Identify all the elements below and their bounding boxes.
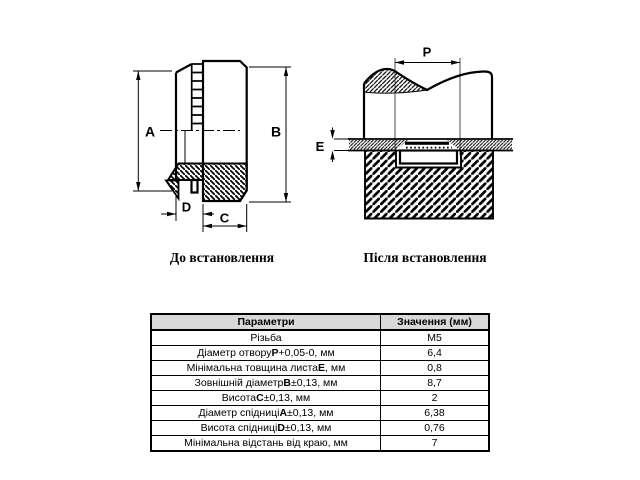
table-row (152, 406, 488, 421)
ext-ticks-E (334, 139, 348, 151)
value-cell: 8,7 (427, 377, 442, 390)
arrow-A-bottom (136, 182, 140, 191)
label-D: D (181, 199, 192, 215)
param-cell: Висота спідниці D ±0,13, мм (152, 421, 381, 435)
arrow-E-up (330, 151, 334, 160)
arrow-P-left (395, 60, 404, 64)
arrow-D-left (167, 212, 176, 216)
param-cell: Зовнішній діаметр B ±0,13, мм (152, 376, 381, 390)
caption-before: До встановлення (169, 250, 275, 265)
value-cell: 6,38 (424, 407, 445, 420)
header-values: Значення (мм) (397, 316, 472, 329)
param-cell: Висота C ±0,13, мм (152, 391, 381, 405)
table-row (152, 391, 488, 406)
thread-rungs (192, 64, 203, 124)
sheet-hatch-left (349, 140, 397, 150)
sheet-hatch-right (459, 140, 512, 150)
value-cell: M5 (427, 332, 442, 345)
arrow-B-top (284, 67, 288, 76)
pilot-in-recess (400, 151, 457, 164)
param-cell: Мінімальна відстань від краю, мм (152, 436, 381, 450)
arrow-E-down (330, 130, 334, 139)
label-C: C (219, 210, 230, 226)
section-flange-hatch (168, 164, 247, 202)
arrow-B-bottom (284, 193, 288, 202)
displacer-tab (192, 180, 198, 193)
arrow-A-top (136, 71, 140, 80)
table-row (152, 421, 488, 436)
value-cell: 6,4 (427, 347, 442, 360)
parameters-table (150, 313, 490, 452)
header-parameters: Параметри (152, 315, 381, 329)
table-row (152, 346, 488, 361)
sheet-hatch-taper-right (447, 140, 459, 150)
arrow-C-left (203, 224, 212, 228)
caption-after: Після встановлення (363, 250, 487, 265)
value-cell: 7 (431, 436, 438, 449)
param-table-body (152, 331, 488, 450)
table-row (152, 436, 488, 450)
before-installation-drawing (133, 61, 291, 232)
clinched-flange-bar (405, 142, 449, 145)
value-cell: 0,76 (424, 422, 445, 434)
label-E: E (315, 139, 325, 154)
break-section-lens (364, 69, 427, 93)
label-P: P (422, 44, 432, 60)
param-cell: Мінімальна товщина листа E , мм (152, 361, 381, 375)
value-cell: 2 (431, 392, 438, 405)
param-cell: Діаметр спідниці A ±0,13, мм (152, 406, 381, 420)
label-B: B (270, 123, 282, 140)
table-row (152, 331, 488, 346)
param-cell: Різьба (152, 331, 381, 345)
arrow-P-right (451, 60, 460, 64)
arrow-C-right (238, 224, 247, 228)
table-header-row (152, 315, 488, 331)
table-row (152, 361, 488, 376)
after-installation-drawing (316, 45, 513, 219)
skirt-chamfer (176, 64, 192, 73)
value-cell: 0,8 (427, 362, 442, 375)
table-row (152, 376, 488, 391)
label-A: A (144, 123, 156, 140)
param-cell: Діаметр отвору P +0,05-0, мм (152, 346, 381, 360)
section-skirt-wedge (166, 181, 179, 199)
arrow-D-right (203, 212, 212, 216)
